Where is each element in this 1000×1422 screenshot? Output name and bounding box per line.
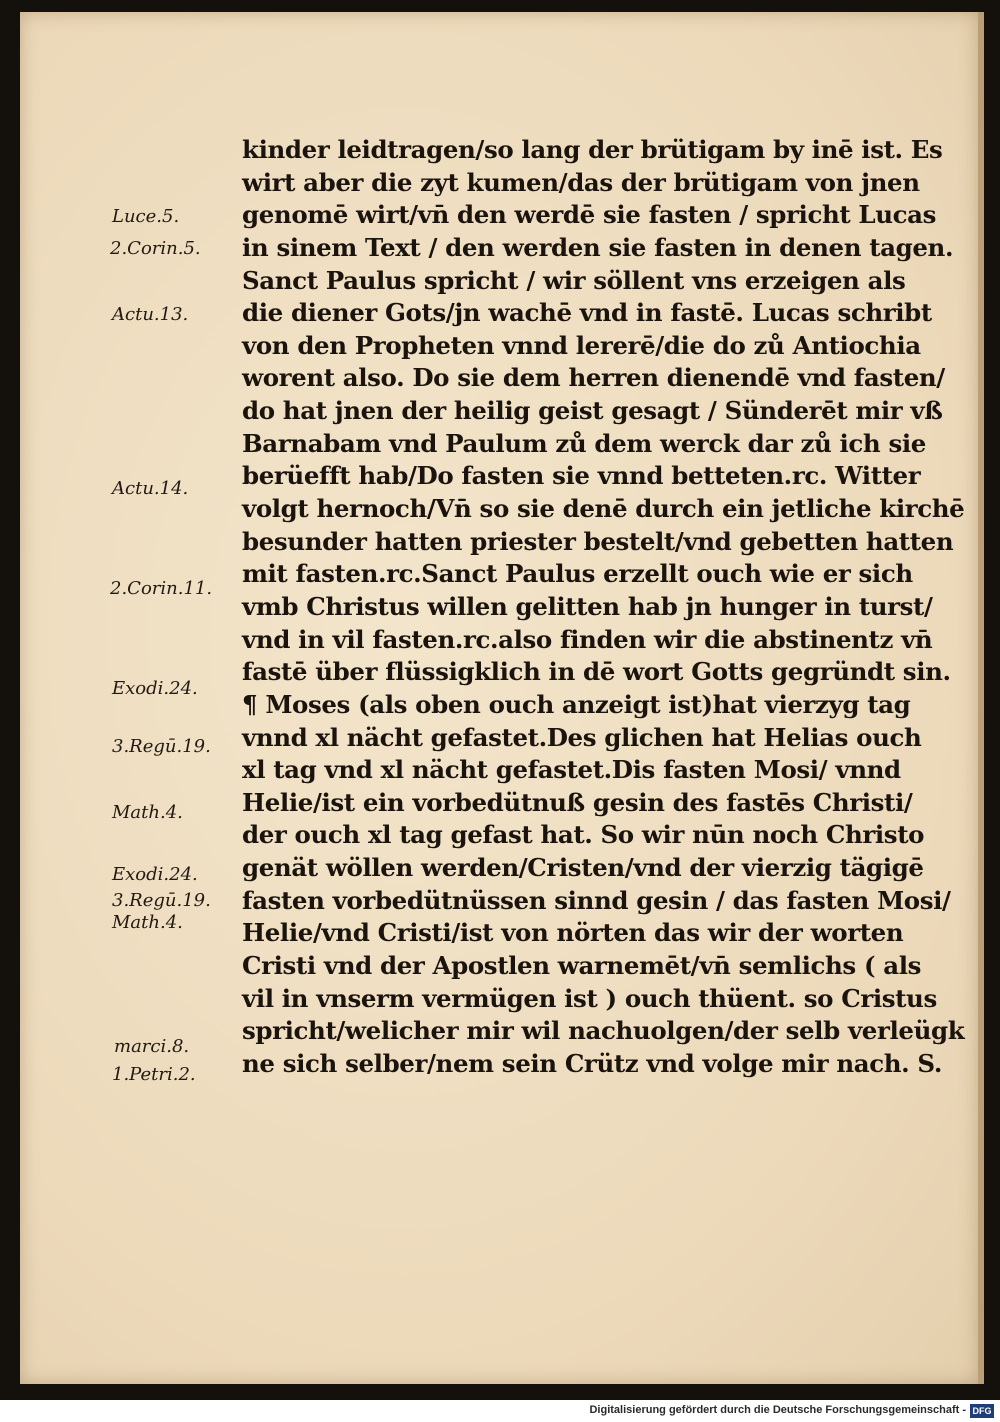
- margin-note: 1.Petri.2.: [112, 1064, 196, 1085]
- margin-note: marci.8.: [114, 1036, 190, 1057]
- margin-note: Actu.14.: [112, 478, 189, 499]
- text-line: genät wöllen werden/Cristen/vnd der vierzig tägigē: [242, 853, 924, 883]
- margin-note: Exodi.24.: [112, 678, 198, 699]
- margin-note: Math.4.: [112, 802, 183, 823]
- margin-note: 3.Regū.19.: [112, 736, 211, 757]
- footer-credit: Digitalisierung gefördert durch die Deutsche Forschungsgemeinschaft -: [589, 1404, 966, 1416]
- text-line: ne sich selber/nem sein Crütz vnd volge mir nach. S.: [242, 1048, 942, 1078]
- margin-notes: [20, 12, 260, 1384]
- text-line: fastē über flüssigklich in dē wort Gotts gegründt sin.: [242, 657, 951, 687]
- text-line: mit fasten.rc.Sanct Paulus erzellt ouch wie er sich: [242, 559, 913, 589]
- text-line: kinder leidtragen/so lang der brütigam by inē ist. Es: [242, 135, 943, 164]
- text-line: von den Propheten vnnd lererē/die do zů Antiochia: [242, 330, 921, 360]
- text-line: xl tag vnd xl nächt gefastet.Dis fasten Mosi/ vnnd: [242, 755, 901, 785]
- text-line: Helie/vnd Cristi/ist von nörten das wir der worten: [242, 918, 904, 948]
- text-line: Helie/ist ein vorbedütnuß gesin des fastēs Christi/: [242, 787, 913, 817]
- footer-bar: [0, 1400, 1000, 1422]
- text-line: berüefft hab/Do fasten sie vnnd betteten.rc. Witter: [242, 461, 921, 491]
- text-line: volgt hernoch/Vn̄ so sie denē durch ein jetliche kirchē: [242, 494, 965, 524]
- margin-note: Math.4.: [112, 912, 183, 933]
- margin-note: 3.Regū.19.: [112, 890, 211, 911]
- text-line: do hat jnen der heilig geist gesagt / Sünderēt mir vß: [242, 396, 943, 426]
- text-line: worent also. Do sie dem herren dienendē vnd fasten/: [242, 363, 945, 393]
- book-page: [20, 12, 978, 1384]
- text-line: der ouch xl tag gefast hat. So wir nūn noch Christo: [242, 820, 925, 850]
- text-line: vmb Christus willen gelitten hab jn hunger in turst/: [242, 591, 933, 621]
- text-line: vnd in vil fasten.rc.also finden wir die abstinentz vn̄: [242, 624, 933, 654]
- text-line: ¶ Moses (als oben ouch anzeigt ist)hat vierzyg tag: [242, 689, 911, 719]
- text-line: vnnd xl nächt gefastet.Des glichen hat Helias ouch: [242, 722, 922, 752]
- text-line: fasten vorbedütnüssen sinnd gesin / das fasten Mosi/: [242, 885, 951, 915]
- text-line: Barnabam vnd Paulum zů dem werck dar zů ich sie: [242, 428, 926, 458]
- margin-note: Luce.5.: [112, 206, 180, 227]
- margin-note: Exodi.24.: [112, 864, 198, 885]
- text-line: die diener Gots/jn wachē vnd in fastē. Lucas schribt: [242, 298, 932, 328]
- text-line: in sinem Text / den werden sie fasten in denen tagen.: [242, 232, 954, 262]
- text-line: wirt aber die zyt kumen/das der brütigam von jnen: [242, 167, 920, 197]
- page-edge: [978, 12, 984, 1384]
- margin-note: 2.Corin.11.: [110, 578, 213, 599]
- text-line: besunder hatten priester bestelt/vnd gebetten hatten: [242, 526, 954, 556]
- text-line: Cristi vnd der Apostlen warnemēt/vn̄ semlichs ( als: [242, 951, 922, 981]
- main-text-block: [242, 134, 965, 1081]
- margin-note: Actu.13.: [112, 304, 189, 325]
- text-line: Sanct Paulus spricht / wir söllent vns erzeigen als: [242, 265, 906, 295]
- text-line: vil in vnserm vermügen ist ) ouch thüent. so Cristus: [242, 983, 937, 1013]
- margin-note: 2.Corin.5.: [110, 238, 201, 259]
- text-line: genomē wirt/vn̄ den werdē sie fasten / spricht Lucas: [242, 200, 937, 230]
- text-line: spricht/welicher mir wil nachuolgen/der selb verleügk: [242, 1016, 965, 1046]
- dfg-logo: DFG: [970, 1404, 994, 1418]
